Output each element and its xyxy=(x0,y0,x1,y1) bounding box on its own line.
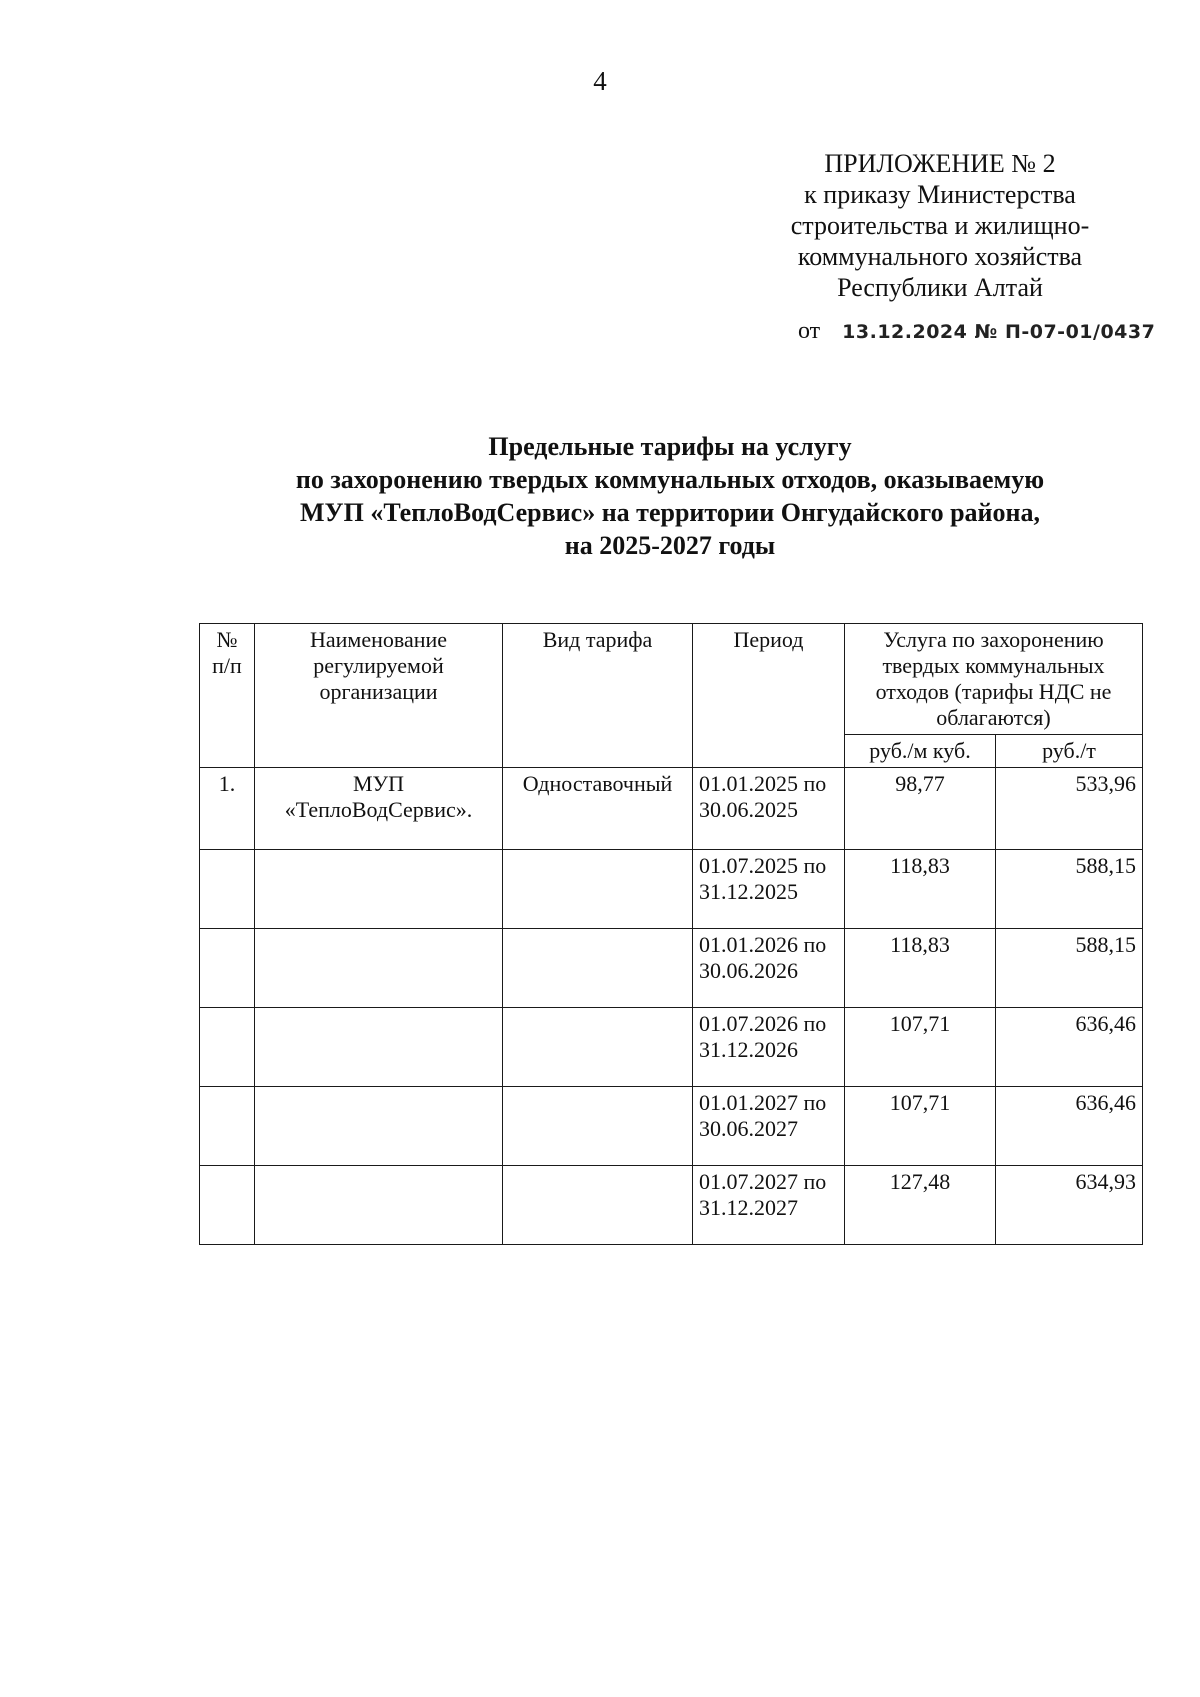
header-tariff-type: Вид тарифа xyxy=(503,624,693,768)
cell-period: 01.01.2027 по 30.06.2027 xyxy=(693,1087,845,1166)
cell-tariff-type: Одноставочный xyxy=(503,768,693,850)
cell-num xyxy=(200,1008,255,1087)
appendix-line: к приказу Министерства xyxy=(804,180,1076,209)
header-org: Наименование регулируемой организации xyxy=(255,624,503,768)
cell-tariff-type xyxy=(503,929,693,1008)
cell-rub-m3: 98,77 xyxy=(845,768,996,850)
title-line: на 2025-2027 годы xyxy=(564,531,776,560)
title-line: по захоронению твердых коммунальных отходов, оказываемую xyxy=(295,465,1045,494)
cell-rub-m3: 118,83 xyxy=(845,850,996,929)
appendix-line: строительства и жилищно- xyxy=(790,211,1090,240)
order-stamp: 13.12.2024 № П-07-01/0437 xyxy=(842,321,1156,343)
cell-rub-m3: 107,71 xyxy=(845,1008,996,1087)
cell-num xyxy=(200,850,255,929)
cell-tariff-type xyxy=(503,1166,693,1245)
cell-period: 01.01.2026 по 30.06.2026 xyxy=(693,929,845,1008)
title-line: Предельные тарифы на услугу xyxy=(488,432,852,461)
cell-period: 01.07.2027 по 31.12.2027 xyxy=(693,1166,845,1245)
cell-org xyxy=(255,1166,503,1245)
cell-org xyxy=(255,929,503,1008)
cell-org xyxy=(255,1087,503,1166)
cell-rub-m3: 107,71 xyxy=(845,1087,996,1166)
table-row xyxy=(200,1008,1143,1087)
document-title xyxy=(0,430,1200,562)
cell-period: 01.01.2025 по 30.06.2025 xyxy=(693,768,845,850)
cell-tariff-type xyxy=(503,1008,693,1087)
table-header-row xyxy=(200,624,1143,735)
cell-num xyxy=(200,1087,255,1166)
cell-rub-m3: 127,48 xyxy=(845,1166,996,1245)
table-row xyxy=(200,768,1143,850)
header-num: № п/п xyxy=(200,624,255,768)
cell-rub-m3: 118,83 xyxy=(845,929,996,1008)
cell-period: 01.07.2025 по 31.12.2025 xyxy=(693,850,845,929)
cell-num: 1. xyxy=(200,768,255,850)
cell-tariff-type xyxy=(503,850,693,929)
page-number: 4 xyxy=(593,66,607,96)
header-period: Период xyxy=(693,624,845,768)
title-line: МУП «ТеплоВодСервис» на территории Онгудайского района, xyxy=(299,498,1040,527)
appendix-line: ПРИЛОЖЕНИЕ № 2 xyxy=(824,149,1056,178)
cell-period: 01.07.2026 по 31.12.2026 xyxy=(693,1008,845,1087)
header-service: Услуга по захоронению твердых коммунальных отходов (тарифы НДС не облагаются) xyxy=(845,624,1143,735)
cell-org xyxy=(255,1008,503,1087)
cell-num xyxy=(200,929,255,1008)
table-row xyxy=(200,850,1143,929)
cell-rub-t: 634,93 xyxy=(996,1166,1143,1245)
tariff-table xyxy=(199,623,1143,1245)
table-row xyxy=(200,929,1143,1008)
cell-rub-t: 636,46 xyxy=(996,1008,1143,1087)
header-unit-m3: руб./м куб. xyxy=(845,735,996,768)
cell-rub-t: 533,96 xyxy=(996,768,1143,850)
appendix-line: Республики Алтай xyxy=(837,273,1043,302)
cell-num xyxy=(200,1166,255,1245)
cell-org xyxy=(255,850,503,929)
cell-rub-t: 636,46 xyxy=(996,1087,1143,1166)
cell-rub-t: 588,15 xyxy=(996,929,1143,1008)
cell-tariff-type xyxy=(503,1087,693,1166)
table-row xyxy=(200,1087,1143,1166)
appendix-line: коммунального хозяйства xyxy=(797,242,1083,271)
table-row xyxy=(200,1166,1143,1245)
cell-org: МУП «ТеплоВодСервис». xyxy=(255,768,503,850)
cell-rub-t: 588,15 xyxy=(996,850,1143,929)
order-prefix: от xyxy=(798,318,821,344)
header-unit-t: руб./т xyxy=(996,735,1143,768)
order-reference xyxy=(798,318,1155,345)
appendix-block xyxy=(740,148,1140,303)
